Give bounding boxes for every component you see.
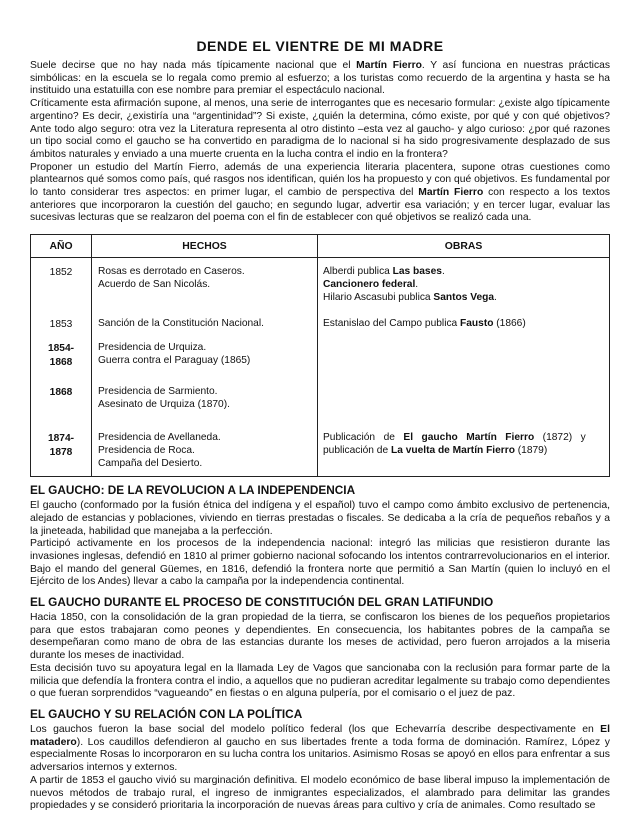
- year-column: 1852 1853 1854- 1868 1868 1874- 1878: [31, 258, 92, 477]
- intro: [30, 60, 610, 225]
- timeline-table: [30, 234, 610, 477]
- header-works: OBRAS: [318, 235, 610, 258]
- section-paragraph: El gaucho (conformado por la fusión étnica del indígena y el español) tuvo el campo como ámbito exclusivo de pertenencia, alejado de estancias y poblaciones, viviendo en tierras prestadas o fiscales. Se dedicaba a la cría de pequeños rebaños y a la jineteada, habilidad que manejaba a la perfección.: [30, 500, 610, 537]
- intro-paragraph-1: Suele decirse que no hay nada más típicamente nacional que el Martín Fierro. Y así funciona en nuestras prácticas simbólicas: en la escuela se lo regala como premio al esfuerzo; a los turistas como recuerdo de la argentina y hasta se ha instituido una estatuilla con ese nombre para premiar el espectáculo nacional.: [30, 60, 610, 97]
- section-politica: [30, 707, 610, 813]
- bold-martin-fierro: Martín Fierro: [356, 60, 422, 71]
- document-title: DENDE EL VIENTRE DE MI MADRE: [196, 38, 444, 54]
- section-independencia: [30, 483, 610, 589]
- section-paragraph: Participó activamente en los procesos de la independencia nacional: integró las milicias que resistieron durante las invasiones inglesas, defendió en 1810 al primer gobierno nacional sofocando los intentos contrarrevolucionarios en el interior. Bajo el mando del general Güemes, en 1816, defendió la frontera norte que permitió a San Martín (quien lo incluyó en el Ejército de los Andes) llevar a cabo la campaña por la independencia continental.: [30, 538, 610, 588]
- document-page: [30, 38, 610, 813]
- section-heading: EL GAUCHO: DE LA REVOLUCION A LA INDEPENDENCIA: [30, 483, 356, 498]
- section-latifundio: [30, 595, 610, 701]
- facts-column: Rosas es derrotado en Caseros. Acuerdo de San Nicolás. Sanción de la Constitución Nacional. Presidencia de Urquiza. Guerra contra el Paraguay (1865) Presidencia de Sarmiento. Asesinato de Urquiza (1870). Presidencia de Avellaneda. Presidencia de Roca. Campaña del Desierto.: [92, 258, 318, 477]
- section-heading: EL GAUCHO Y SU RELACIÓN CON LA POLÍTICA: [30, 706, 303, 721]
- works-column: Alberdi publica Las bases. Cancionero federal. Hilario Ascasubi publica Santos Vega. Estanislao del Campo publica Fausto (1866) Publicación de El gaucho Martín Fierro (1872) y publicación de La vuelta de Martín Fierro (1879): [318, 258, 610, 477]
- table-row: [31, 258, 610, 477]
- bold-title: El matadero: [30, 723, 610, 748]
- section-paragraph: A partir de 1853 el gaucho vivió su marginación definitiva. El modelo económico de base liberal impuso la implementación de nuevos métodos de trabajo rural, el ingreso de inmigrantes especializados, el alambrado para delimitar las grandes propiedades y se consideró prioritaria la incorporación de nuevas áreas para cultivo y cría de animales. Como resultado se: [30, 774, 610, 812]
- intro-paragraph-3: Proponer un estudio del Martín Fierro, además de una experiencia literaria placentera, supone otras cuestiones como plantearnos qué somos como país, qué rasgos nos identifican, quién los ha propuesto y con qué objetivos. Es fundamental por lo tanto considerar tres aspectos: en primer lugar, el cambio de perspectiva del Martín Fierro con respecto a los textos anteriores que incorporaron la cuestión del gaucho; en segundo lugar, advertir esa variación; y en tercer lugar, evaluar las sucesivas lecturas que se realzaron del poema con el fin de establecer con qué objetivos se realizó cada una.: [30, 161, 610, 224]
- section-paragraph: Esta decisión tuvo su apoyatura legal en la llamada Ley de Vagos que sancionaba con la reclusión para formar parte de la milicia que defendía la frontera contra el indio, a aquellos que no pudieran acreditar legalmente su trabajo como dependientes o que fueran sorprendidos “vagueando” en fiestas o en alguna pulpería, por el comisario o el juez de paz.: [30, 662, 610, 700]
- section-paragraph: Hacia 1850, con la consolidación de la gran propiedad de la tierra, se confiscaron los bienes de los pequeños propietarios para que estos trabajaran como peones y dependientes. En consecuencia, los habitantes pobres de la campaña se desempeñaran como mano de obra de las estancias durante los meses de actividad, pero fueron arrojados a la miseria durante los meses de inactividad.: [30, 612, 610, 662]
- intro-paragraph-2: Críticamente esta afirmación supone, al menos, una serie de interrogantes que es necesario formular: ¿existe algo típicamente argentino? Es decir, ¿existiría una “argentinidad”? Si existe, ¿quién la determina, cómo existe, por qué y con qué objetivos? Ante todo algo seguro: otra vez la Literatura representa al otro distinto –esta vez al gaucho- y algo curioso: ¿por qué razones un tipo social como el gaucho se ha convertido en paradigma de lo nacional si ha sido progresivamente desplazado de sus ámbitos naturales y enviado a una muerte cruenta en la lucha contra el indio en la frontera?: [30, 98, 610, 160]
- header-year: AÑO: [31, 235, 92, 258]
- section-paragraph: Los gauchos fueron la base social del modelo político federal (los que Echevarría describe despectivamente en El matadero). Los caudillos defendieron al gaucho en sus libertades frente a toda forma de dominación. Ramírez, López y especialmente Rosas lo incorporaron en su lucha contra los unitarios. Asimismo Rosas se apoyó en ellos para enfrentar a sus adversarios internos y externos.: [30, 723, 610, 774]
- header-facts: HECHOS: [92, 235, 318, 258]
- table-header-row: [31, 235, 610, 258]
- bold-martin-fierro: Martín Fierro: [418, 187, 484, 199]
- section-heading: EL GAUCHO DURANTE EL PROCESO DE CONSTITUCIÓN DEL GRAN LATIFUNDIO: [30, 595, 494, 610]
